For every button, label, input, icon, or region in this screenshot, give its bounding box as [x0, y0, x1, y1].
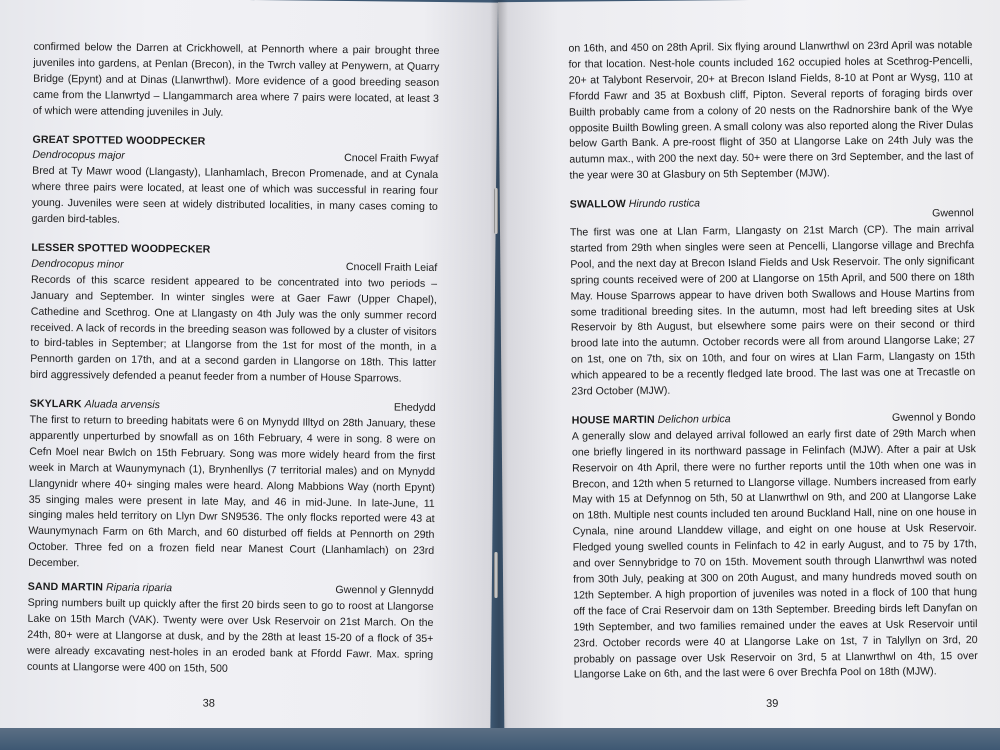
species-account: A generally slow and delayed arrival followed an early first date of 29th March when one briefly lingered in its northward passage in Felinfach (MJW). After a pair at Usk Reservoir on 4th April, there were no further reports until the 10th when one was in Brecon, and 12th when 5 returned to Llangorse village. Numbers increased from early May with 15 at Defynnog on 5th, 50 at Llanwrthwl on 9th, and 200 at Llangorse Lake on 18th. Multiple nest counts included ten around Buckland Hall, nine on one house in Cynala, nine around Llanddew village, and eight on one house at Usk Reservoir. Fledged young swelled counts in Felinfach to 42 in early August, and to 75 by 17th, and over Sennybridge to 70 on 15th. Movement south through Llanwrthwl was noted from 30th July, peaking at 300 on 20th August, and many hundreds moved south on 12th September. A high proportion of juveniles was noted in a flock of 100 that hung off the face of Crai Reservoir dam on 13th September. Breeding birds left Danyfan on 19th September, and two families remained under the eaves at Usk Reservoir until 23rd. October records were 40 at Llangorse Lake on 1st, 7 in Talyllyn on 3rd, 20 probably on passage over Usk Reservoir on 3rd, 5 at Llanwrthwl on 4th, 15 over Llangorse Lake on 6th, and the last were 6 over Brechfa Pool on 18th (MJW).: [571, 426, 978, 681]
species-name: GREAT SPOTTED WOODPECKER: [32, 133, 206, 148]
welsh-name: Gwennol y Glennydd: [335, 584, 434, 598]
right-intro-text: on 16th, and 450 on 28th April. Six flying around Llanwrthwl on 23rd April was notable for that location. Nest-hole counts included 162 occupied holes at Scethrog-Pencelli, 20+ at Talybont Reservoir, 20+ at Brecon Island Fields, 8-10 at Pont ar Wysg, 110 at Ffordd Fawr and 35 at Boxbush cliff, Pipton. Several reports of foraging birds over Builth probably came from a colony of 20 nests on the Radnorshire bank of the Wye opposite Builth Bowling green. A small colony was also reported along the River Dulas below Garth Bank. A pre-roost flight of 350 at Llangorse Lake on 24th July was the autumn max., with 200 the next day. 50+ were there on 3rd September, and the last of the year were 30 at Glasbury on 5th September (MJW).: [568, 39, 974, 182]
welsh-name: Ehedydd: [393, 401, 436, 415]
species-name: HOUSE MARTIN: [571, 413, 655, 427]
species-title: [30, 397, 160, 414]
species-name: SKYLARK: [29, 397, 82, 411]
welsh-name: Cnocell Fraith Leiaf: [345, 260, 438, 274]
welsh-name: Cnocel Fraith Fwyaf: [344, 152, 439, 166]
species-title: [28, 580, 172, 597]
book-gutter-shadow: [490, 0, 508, 750]
left-intro-text: confirmed below the Darren at Crickhowell, at Pennorth where a pair brought three juveniles into gardens, at Penlan (Brecon), in the Twrch valley at Penywern, at Quarry Bridge (Epynt) and at Dinas (Llanwrthwl). More evidence of a good breeding season came from the Llanwrtyd – Llangammarch area where 7 pairs were located, at least 3 of which were attending juveniles in July.: [32, 40, 440, 119]
scientific-name: Riparia riparia: [105, 581, 173, 595]
species-entry-swallow: [570, 194, 976, 400]
species-entry-sand-martin: [27, 580, 434, 680]
species-account: Spring numbers built up quickly after the first 20 birds seen to go to roost at Llangorse Lake on 15th March (VAK). Twenty were over Usk Reservoir on 21st March. On the 24th, 80+ were at Llangorse at dusk, and by the 28th at least 15-20 of a flock of 35+ were already excavating nest-holes in an eroded bank at Ffordd Fawr. Max. spring counts at Llangorse were 400 on 15th, 500: [26, 596, 434, 675]
species-entry-lesser-spotted-woodpecker: [30, 241, 437, 388]
background-surface: [0, 728, 1000, 750]
welsh-name: Gwennol: [932, 207, 974, 220]
species-account: The first to return to breeding habitats were 6 on Mynydd Illtyd on 28th January, these apparently unperturbed by snowfall as on 16th February, 4 were in song. 8 were on Cefn Moel near Bwlch on 15th February. Song was more widely heard from the first week in March at Waunymynach (1), Brynhenllys (7 territorial males) and on Mynydd Llangynidr where 40+ singing males were heard. Along Mabbions Way (north Epynt) 35 singing males were present in late May, and 46 in mid-June. In late-June, 11 singing males held territory on Llyn Dwr SN9536. The only flocks reported were 43 at Waunymynach Farm on 6th March, and 60 disturbed off fields at Pennorth on 29th October. Three fed on a frozen field near Manest Court (Llanhamlach) on 23rd December.: [28, 413, 436, 570]
page-number: 39: [766, 697, 779, 710]
species-entry-great-spotted-woodpecker: [32, 132, 439, 232]
scientific-name: Aluada arvensis: [84, 398, 161, 412]
staple-bottom: [494, 552, 498, 598]
scientific-name: Dendrocopus major: [32, 149, 125, 163]
species-entry-house-martin: [572, 410, 978, 684]
species-account: Bred at Ty Mawr wood (Llangasty), Llanhamlach, Brecon Promenade, and at Cynala where three pairs were located, at least one of which was successful in rearing four young. Juveniles were seen at widely distributed localities, in many cases coming to garden bird-tables.: [31, 165, 439, 226]
right-page: [498, 0, 1000, 737]
scientific-name: Delichon urbica: [657, 413, 731, 426]
species-title: [572, 412, 731, 429]
species-name: SAND MARTIN: [27, 580, 104, 594]
left-page: [0, 0, 498, 738]
species-account: The first was one at Llan Farm, Llangasty on 21st March (CP). The main arrival started from 29th when singles were seen at Pencelli, Llangorse village and Brechfa Pool, and the next day at Brecon Island Fields and Usk Reservoir. The only significant spring counts received were of 200 at Llangorse on 15th April, and 500 there on 18th May. House Sparrows appear to have driven both Swallows and House Martins from some traditional breeding sites. In the autumn, most had left breeding sites at Usk Reservoir by 8th August, but elsewhere some pairs were on their second or third brood late into the autumn. October records were all from around Llangorse Lake; 27 on 1st, one on 7th, six on 10th, and four on wires at Llan Farm, Llangasty on 15th which appeared to be a recently fledged late brood. The last was one at Trecastle on 23rd October (MJW).: [569, 223, 976, 398]
page-number: 38: [202, 697, 215, 710]
species-name: SWALLOW: [569, 198, 626, 211]
staple-top: [494, 188, 498, 234]
welsh-name: Gwennol y Bondo: [891, 410, 976, 424]
scientific-name: Dendrocopus minor: [31, 257, 124, 271]
species-entry-skylark: [28, 397, 436, 576]
species-name: LESSER SPOTTED WOODPECKER: [31, 241, 211, 256]
species-title: [570, 197, 700, 214]
species-account: Records of this scarce resident appeared to be concentrated into two periods – January and September. In winter singles were at Gaer Fawr (Upper Chapel), Cathedine and Scethrog. One at Llangasty on 4th July was the only summer record received. A lack of records in the breeding season was followed by a cluster of visitors to bird-tables in September; at Llangorse from the 1st for most of the month, in a Pennorth garden on 17th, and at a second garden in Llangorse on 18th. This latter bird aggressively defended a peanut feeder from a number of House Sparrows.: [29, 273, 438, 385]
scientific-name: Hirundo rustica: [628, 197, 701, 211]
